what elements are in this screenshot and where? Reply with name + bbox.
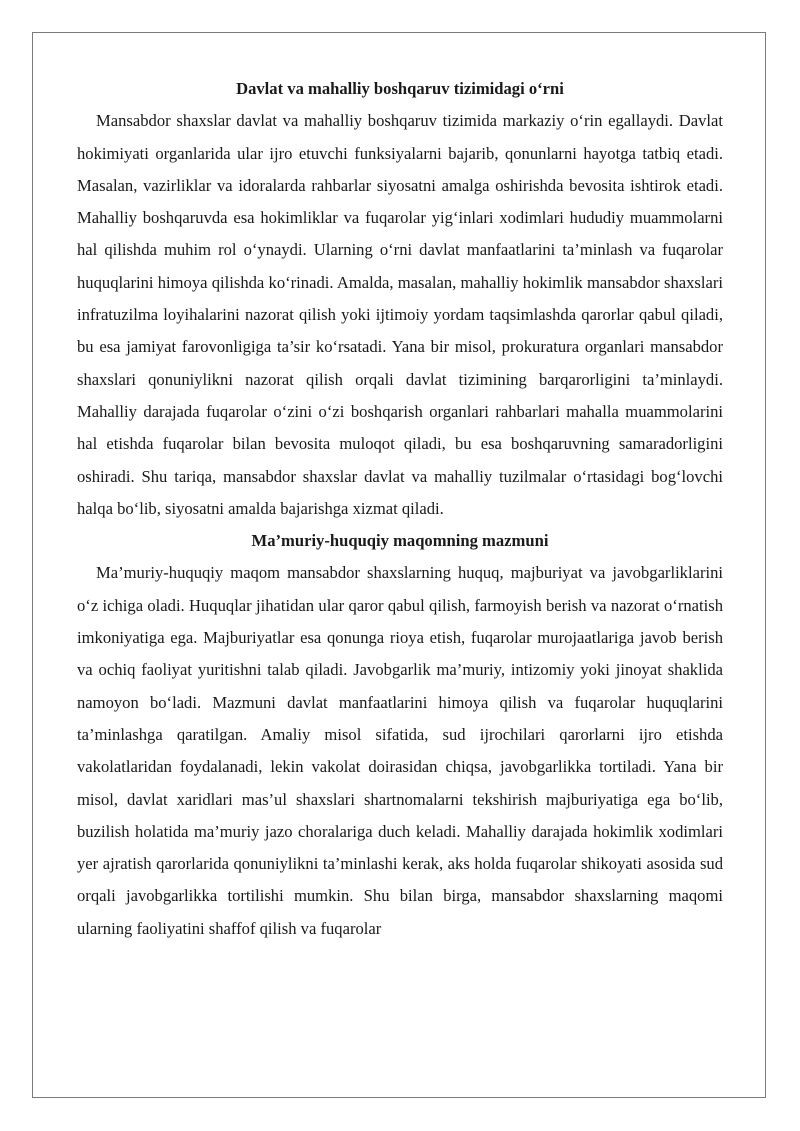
- document-body: [77, 73, 723, 945]
- section-paragraph: Mansabdor shaxslar davlat va mahalliy boshqaruv tizimida markaziy o‘rin egallaydi. Davlat hokimiyati organlarida ular ijro etuvchi funksiyalarni bajarib, qonunlarni hayotga tatbiq etadi. Masalan, vazirliklar va idoralarda rahbarlar siyosatni amalga oshirishda bevosita ishtirok etadi. Mahalliy boshqaruvda esa hokimliklar va fuqarolar yig‘inlari xodimlari hududiy muammolarni hal qilishda muhim rol o‘ynaydi. Ularning o‘rni davlat manfaatlarini ta’minlash va fuqarolar huquqlarini himoya qilishda ko‘rinadi. Amalda, masalan, mahalliy hokimlik mansabdor shaxslari infratuzilma loyihalarini nazorat qilish yoki ijtimoiy yordam taqsimlashda qarorlar qabul qiladi, bu esa jamiyat farovonligiga ta’sir ko‘rsatadi. Yana bir misol, prokuratura organlari mansabdor shaxslari qonuniylikni nazorat qilish orqali davlat tizimining barqarorligini ta’minlaydi. Mahalliy darajada fuqarolar o‘zini o‘zi boshqarish organlari rahbarlari mahalla muammolarini hal etishda fuqarolar bilan bevosita muloqot qiladi, bu esa boshqaruvning samaradorligini oshiradi. Shu tariqa, mansabdor shaxslar davlat va mahalliy tuzilmalar o‘rtasidagi bog‘lovchi halqa bo‘lib, siyosatni amalda bajarishga xizmat qiladi.: [77, 111, 723, 518]
- section-paragraph: Ma’muriy-huquqiy maqom mansabdor shaxslarning huquq, majburiyat va javobgarliklarini o‘z ichiga oladi. Huquqlar jihatidan ular qaror qabul qilish, farmoyish berish va nazorat o‘rnatish imkoniyatiga ega. Majburiyatlar esa qonunga rioya etish, fuqarolar murojaatlariga javob berish va ochiq faoliyat yuritishni talab qiladi. Javobgarlik ma’muriy, intizomiy yoki jinoyat shaklida namoyon bo‘ladi. Mazmuni davlat manfaatlarini himoya qilish va fuqarolar huquqlarini ta’minlashga qaratilgan. Amaliy misol sifatida, sud ijrochilari qarorlarni ijro etishda vakolatlaridan foydalanadi, lekin vakolat doirasidan chiqsa, javobgarlikka tortiladi. Yana bir misol, davlat xaridlari mas’ul shaxslari shartnomalarni tekshirish majburiyatiga ega bo‘lib, buzilish holatida ma’muriy jazo choralariga duch keladi. Mahalliy darajada hokimlik xodimlari yer ajratish qarorlarida qonuniylikni ta’minlashi kerak, aks holda fuqarolar shikoyati asosida sud orqali javobgarlikka tortilishi mumkin. Shu bilan birga, mansabdor shaxslarning maqomi ularning faoliyatini shaffof qilish va fuqarolar: [77, 563, 723, 938]
- section-heading: Ma’muriy-huquqiy maqomning mazmuni: [251, 531, 549, 551]
- section-heading: Davlat va mahalliy boshqaruv tizimidagi o‘rni: [236, 79, 564, 98]
